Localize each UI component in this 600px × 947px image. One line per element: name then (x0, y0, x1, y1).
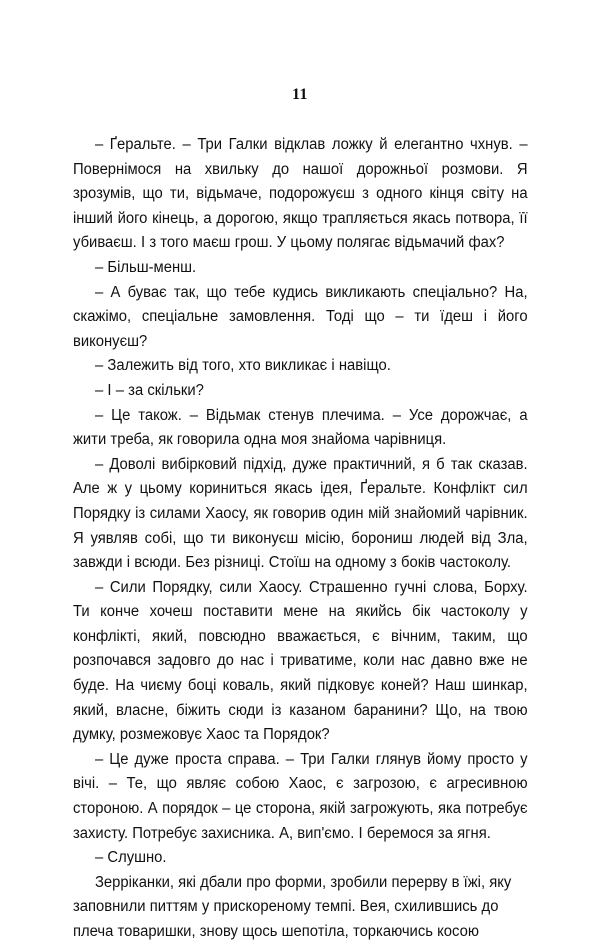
paragraph: – Більш-менш. (94, 258, 197, 276)
paragraph: – Ґеральте. – Три Галки відклав ложку й елегантно чхнув. – Повернімося на хвильку до нашої дорожньої розмови. Я зрозумів, що ти, відьмаче, подорожуєш з одного кінця світу на інший його кінець, а дорогою, якщо трапляється якась потвора, її убиваєш. І з того маєш грош. У цьому полягає відьмачий фах? (73, 136, 528, 252)
paragraph: – Сили Порядку, сили Хаосу. Страшенно гучні слова, Борху. Ти конче хочеш поставити мене на якийсь бік частоколу у конфлікті, який, повсюдно вважається, є вічним, таким, що розпочався задовго до нас і триватиме, коли нас давно вже не буде. На чиєму боці коваль, який підковує коней? Наш шинкар, який, власне, біжить сюди із казаном баранини? Що, на твою думку, розмежовує Хаос та Порядок? (73, 578, 528, 744)
paragraph: – Слушно. (94, 849, 167, 867)
body-text-column (73, 133, 528, 945)
paragraph: – І – за скільки? (94, 381, 204, 399)
paragraph: – Це дуже проста справа. – Три Галки глянув йому просто у вічі. – Те, що являє собою Хаос, є загрозою, є агресивною стороною. А порядок – це сторона, якій загрожують, яка потребує захисту. Потребує захисника. А, вип'ємо. І беремося за ягня. (73, 750, 528, 842)
paragraph: – А буває так, що тебе кудись викликають спеціально? На, скажімо, спеціальне замовлення. Тоді що – ти їдеш і його виконуєш? (73, 283, 528, 350)
paragraph: – Залежить від того, хто викликає і навіщо. (94, 357, 391, 375)
page-number: 11 (292, 86, 308, 103)
paragraph: Зерріканки, які дбали про форми, зробили перерву в їжі, яку заповнили питтям у прискореному темпі. Вея, схилившись до плеча товаришки, знову щось шепотіла, торкаючись косою (73, 873, 512, 940)
paragraph: – Це також. – Відьмак стенув плечима. – Усе дорожчає, а жити треба, як говорила одна моя знайома чарівниця. (73, 406, 528, 449)
paragraph: – Доволі вибірковий підхід, дуже практичний, я б так сказав. Але ж у цьому кориниться якась ідея, Ґеральте. Конфлікт сил Порядку із силами Хаосу, як говорив один мій знайомий чарівник. Я уявляв собі, що ти виконуєш місію, борониш людей від Зла, завжди і всюди. Без різниці. Стоїш на одному з боків частоколу. (73, 455, 528, 572)
